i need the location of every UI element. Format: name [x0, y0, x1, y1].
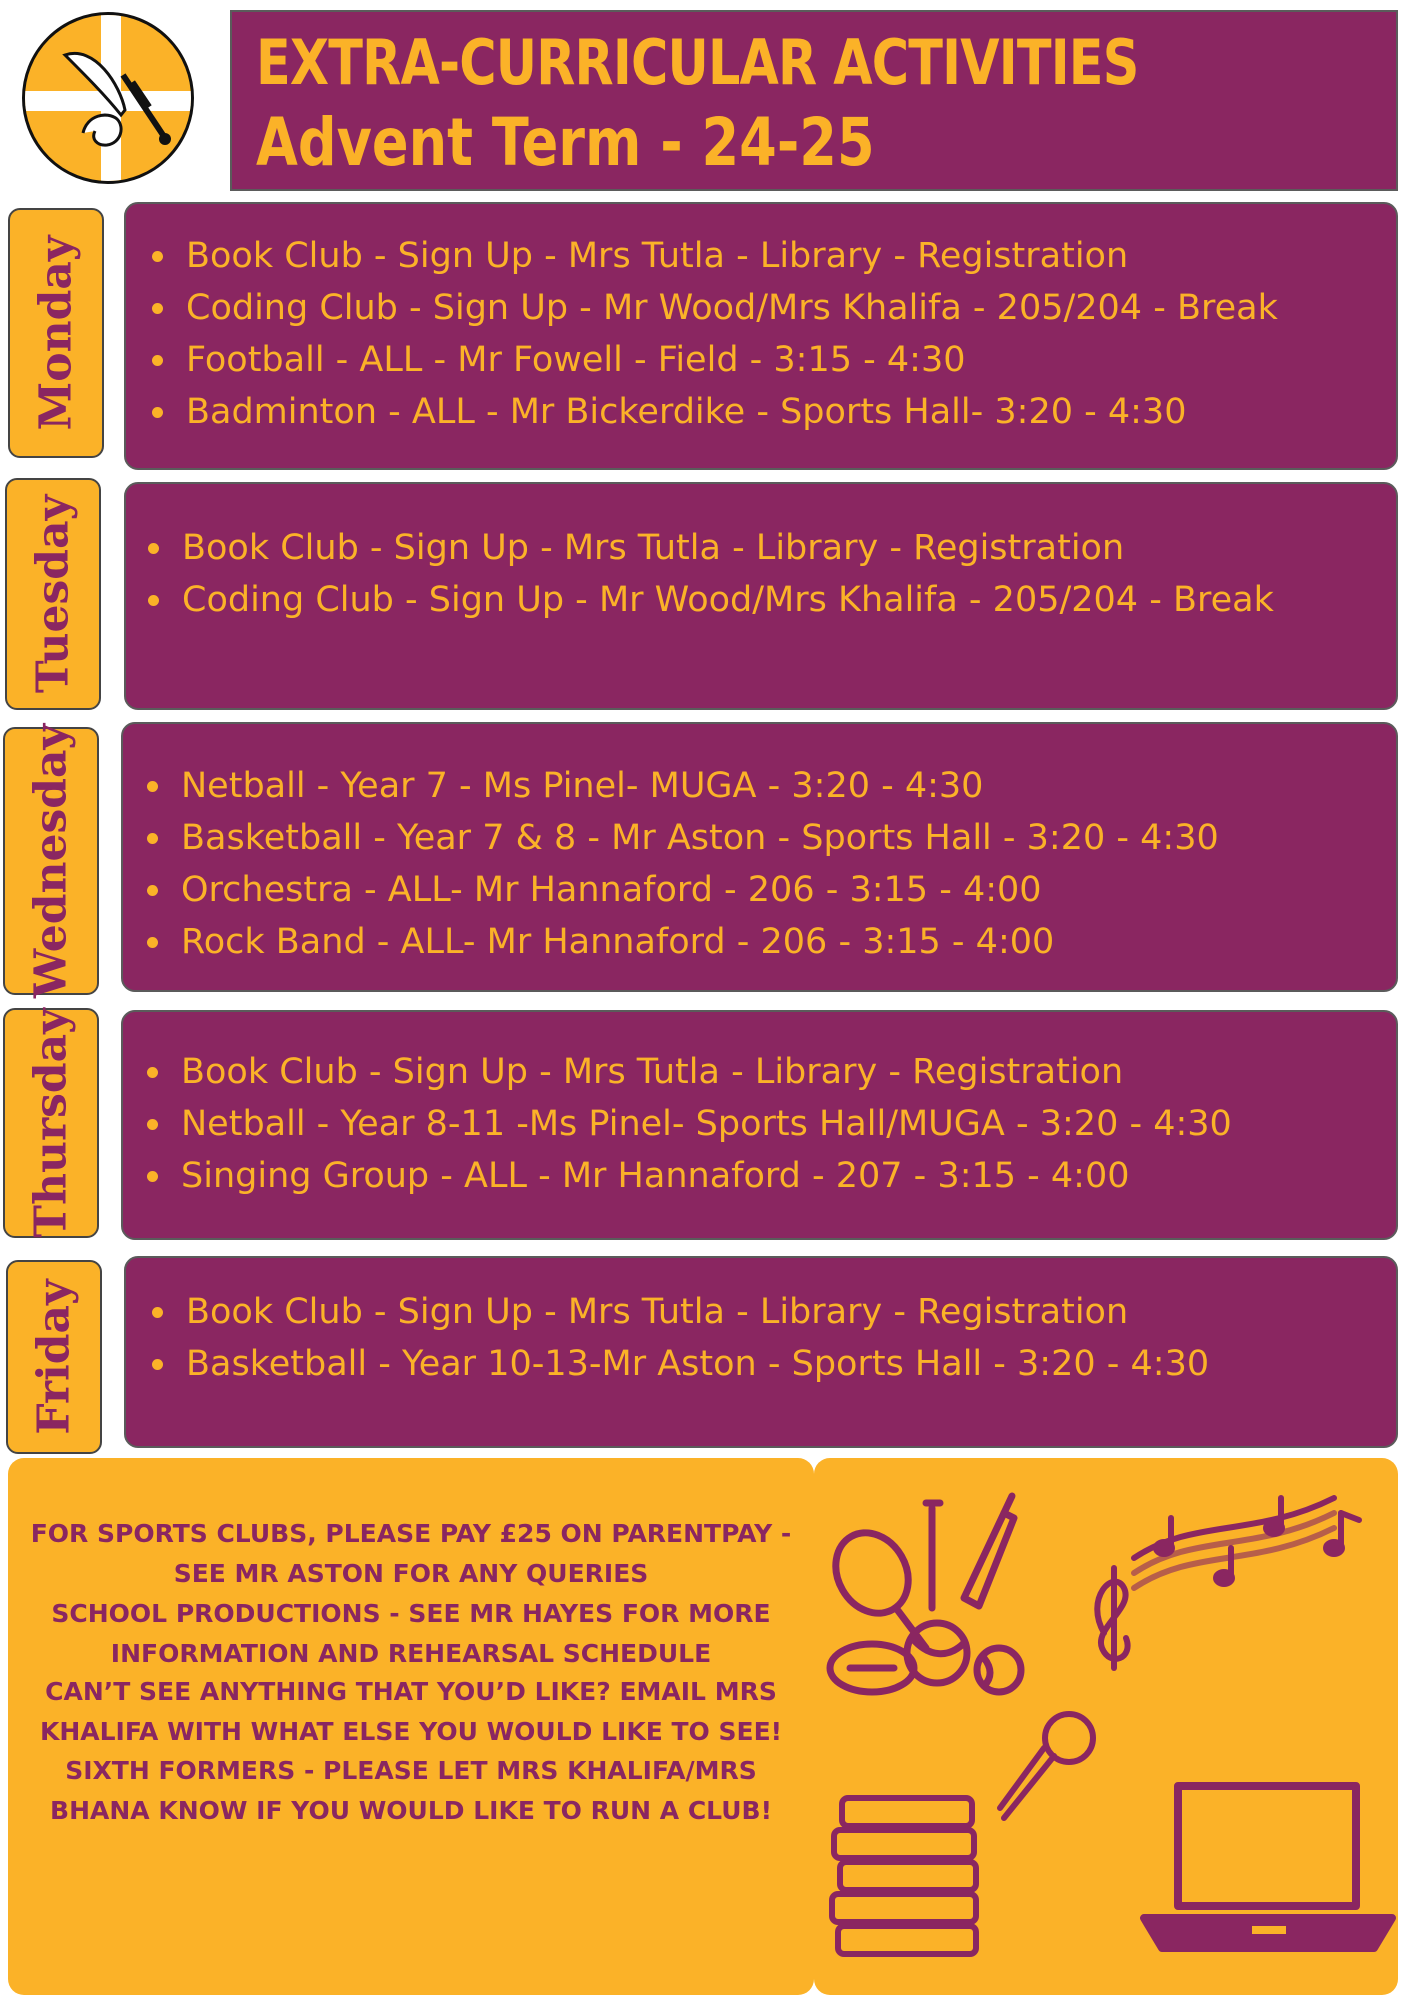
- day-label: Tuesday: [27, 494, 79, 694]
- list-item: Singing Group - ALL - Mr Hannaford - 207 - 3:15 - 4:00: [143, 1150, 1232, 1202]
- day-tab-friday: [6, 1260, 102, 1454]
- list-item: Netball - Year 8-11 -Ms Pinel- Sports Hall/MUGA - 3:20 - 4:30: [143, 1098, 1232, 1150]
- page-subtitle: Advent Term - 24-25: [256, 104, 875, 181]
- note-sports-payment: [8, 1514, 814, 1594]
- day-label: Friday: [28, 1279, 80, 1435]
- day-box-tuesday: [124, 482, 1398, 710]
- list-item: Coding Club - Sign Up - Mr Wood/Mrs Khalifa - 205/204 - Break: [148, 282, 1278, 334]
- day-tab-tuesday: [5, 478, 101, 710]
- list-item: Football - ALL - Mr Fowell - Field - 3:15 - 4:30: [148, 334, 1278, 386]
- day-label: Thursday: [25, 1008, 77, 1238]
- list-item: Basketball - Year 10-13-Mr Aston - Sports Hall - 3:20 - 4:30: [148, 1338, 1209, 1390]
- note-school-productions: [8, 1594, 814, 1674]
- note-line: SEE MR ASTON FOR ANY QUERIES: [173, 1559, 649, 1588]
- day-box-monday: [124, 202, 1398, 470]
- note-line: BHANA KNOW IF YOU WOULD LIKE TO RUN A CLUB!: [50, 1796, 772, 1825]
- day-tab-thursday: [3, 1008, 99, 1238]
- note-line: INFORMATION AND REHEARSAL SCHEDULE: [110, 1639, 712, 1668]
- list-item: Orchestra - ALL- Mr Hannaford - 206 - 3:15 - 4:00: [143, 864, 1219, 916]
- list-item: Book Club - Sign Up - Mrs Tutla - Library - Registration: [148, 1286, 1209, 1338]
- title-banner: [230, 10, 1398, 191]
- day-box-thursday: [121, 1010, 1398, 1240]
- list-item: Netball - Year 7 - Ms Pinel- MUGA - 3:20 - 4:30: [143, 760, 1219, 812]
- note-line: KHALIFA WITH WHAT ELSE YOU WOULD LIKE TO SEE!: [39, 1717, 783, 1746]
- list-item: Book Club - Sign Up - Mrs Tutla - Library - Registration: [144, 522, 1274, 574]
- note-sixth-formers: [8, 1751, 814, 1831]
- books-icon: [832, 1798, 976, 1954]
- list-item: Book Club - Sign Up - Mrs Tutla - Library - Registration: [143, 1046, 1232, 1098]
- list-item: Basketball - Year 7 & 8 - Mr Aston - Sports Hall - 3:20 - 4:30: [143, 812, 1219, 864]
- day-tab-monday: [8, 208, 104, 458]
- note-line: CAN’T SEE ANYTHING THAT YOU’D LIKE? EMAIL MRS: [45, 1677, 777, 1706]
- note-line: FOR SPORTS CLUBS, PLEASE PAY £25 ON PARENTPAY -: [30, 1519, 792, 1548]
- list-item: Coding Club - Sign Up - Mr Wood/Mrs Khalifa - 205/204 - Break: [144, 574, 1274, 626]
- list-item: Book Club - Sign Up - Mrs Tutla - Library - Registration: [148, 230, 1278, 282]
- note-line: SCHOOL PRODUCTIONS - SEE MR HAYES FOR MORE: [51, 1599, 771, 1628]
- note-suggestions: [8, 1672, 814, 1752]
- laptop-icon: [1144, 1786, 1392, 1948]
- day-label: Wednesday: [25, 723, 77, 999]
- list-item: Rock Band - ALL- Mr Hannaford - 206 - 3:15 - 4:00: [143, 916, 1219, 968]
- page-title: EXTRA-CURRICULAR ACTIVITIES: [256, 26, 1139, 99]
- day-label: Monday: [30, 235, 82, 431]
- sports-equipment-icon: [822, 1496, 1021, 1692]
- note-line: SIXTH FORMERS - PLEASE LET MRS KHALIFA/MRS: [65, 1756, 757, 1785]
- day-box-friday: [124, 1256, 1398, 1448]
- list-item: Badminton - ALL - Mr Bickerdike - Sports Hall- 3:20 - 4:30: [148, 386, 1278, 438]
- day-tab-wednesday: [3, 723, 99, 999]
- microphone-icon: [1000, 1714, 1093, 1818]
- icons-panel: [814, 1458, 1398, 1995]
- school-crest-icon: [22, 12, 194, 184]
- day-box-wednesday: [121, 722, 1398, 992]
- notes-panel: [8, 1458, 814, 1995]
- music-notes-icon: [1097, 1498, 1359, 1668]
